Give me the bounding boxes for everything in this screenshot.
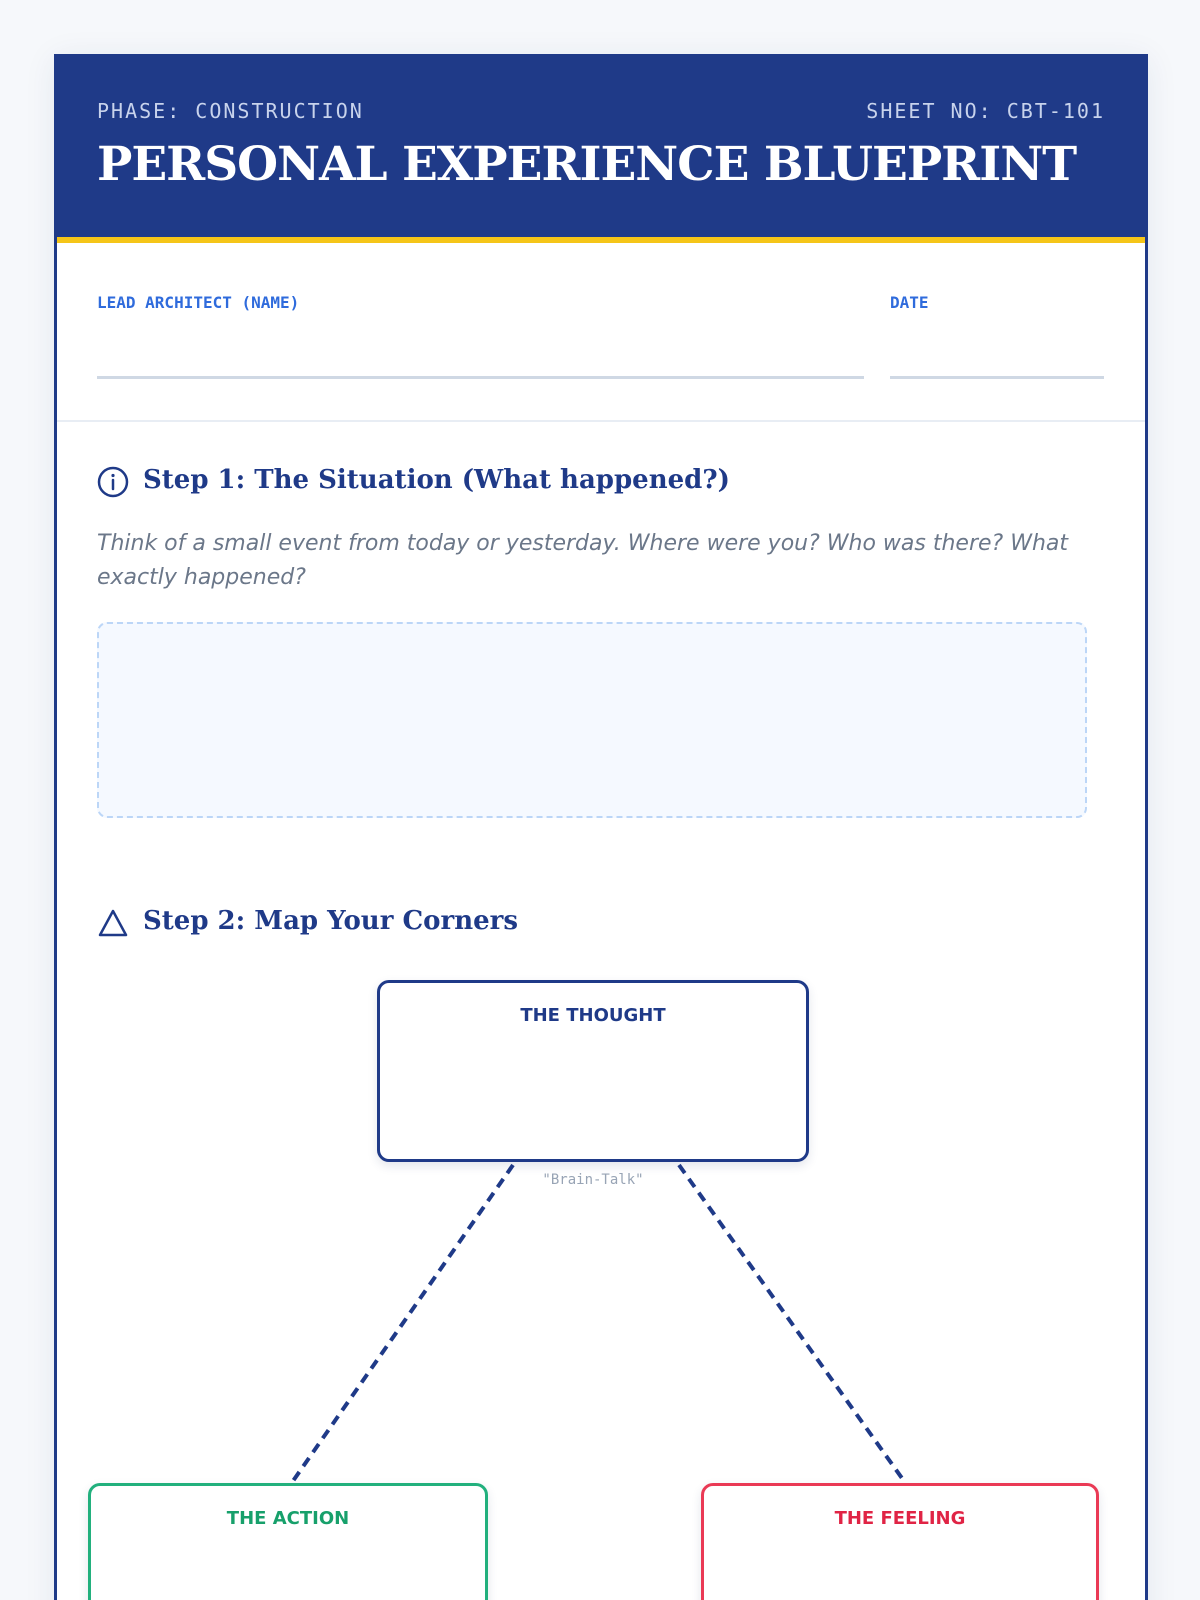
thought-box[interactable] <box>377 980 809 1162</box>
date-field-label: DATE <box>890 293 929 312</box>
sheet-number: SHEET NO: CBT-101 <box>866 99 1105 123</box>
name-field[interactable] <box>97 376 864 379</box>
name-field-label: LEAD ARCHITECT (NAME) <box>97 293 300 312</box>
page-title: PERSONAL EXPERIENCE BLUEPRINT <box>97 137 1077 192</box>
section-divider <box>57 420 1145 422</box>
worksheet <box>54 54 1148 1600</box>
thought-caption: "Brain-Talk" <box>542 1172 644 1188</box>
situation-answer-box[interactable] <box>97 622 1087 818</box>
phase-label: PHASE: CONSTRUCTION <box>97 99 364 123</box>
feeling-label: THE FEELING <box>834 1508 966 1529</box>
feeling-box[interactable] <box>701 1483 1099 1600</box>
triangle-icon <box>97 907 129 939</box>
sheet-header <box>57 57 1145 243</box>
date-field[interactable] <box>890 376 1104 379</box>
action-label: THE ACTION <box>226 1508 350 1529</box>
info-circle-icon <box>97 466 129 498</box>
step1-title: Step 1: The Situation (What happened?) <box>143 465 730 495</box>
thought-label: THE THOUGHT <box>520 1005 666 1026</box>
action-box[interactable] <box>88 1483 488 1600</box>
triangle-connectors <box>57 57 1151 1600</box>
step1-prompt: Think of a small event from today or yesterday. Where were you? Who was there? What exactly happened? <box>97 531 1069 590</box>
thought-action-connector <box>293 1165 513 1481</box>
thought-feeling-connector <box>679 1165 904 1481</box>
step2-title: Step 2: Map Your Corners <box>143 906 518 936</box>
